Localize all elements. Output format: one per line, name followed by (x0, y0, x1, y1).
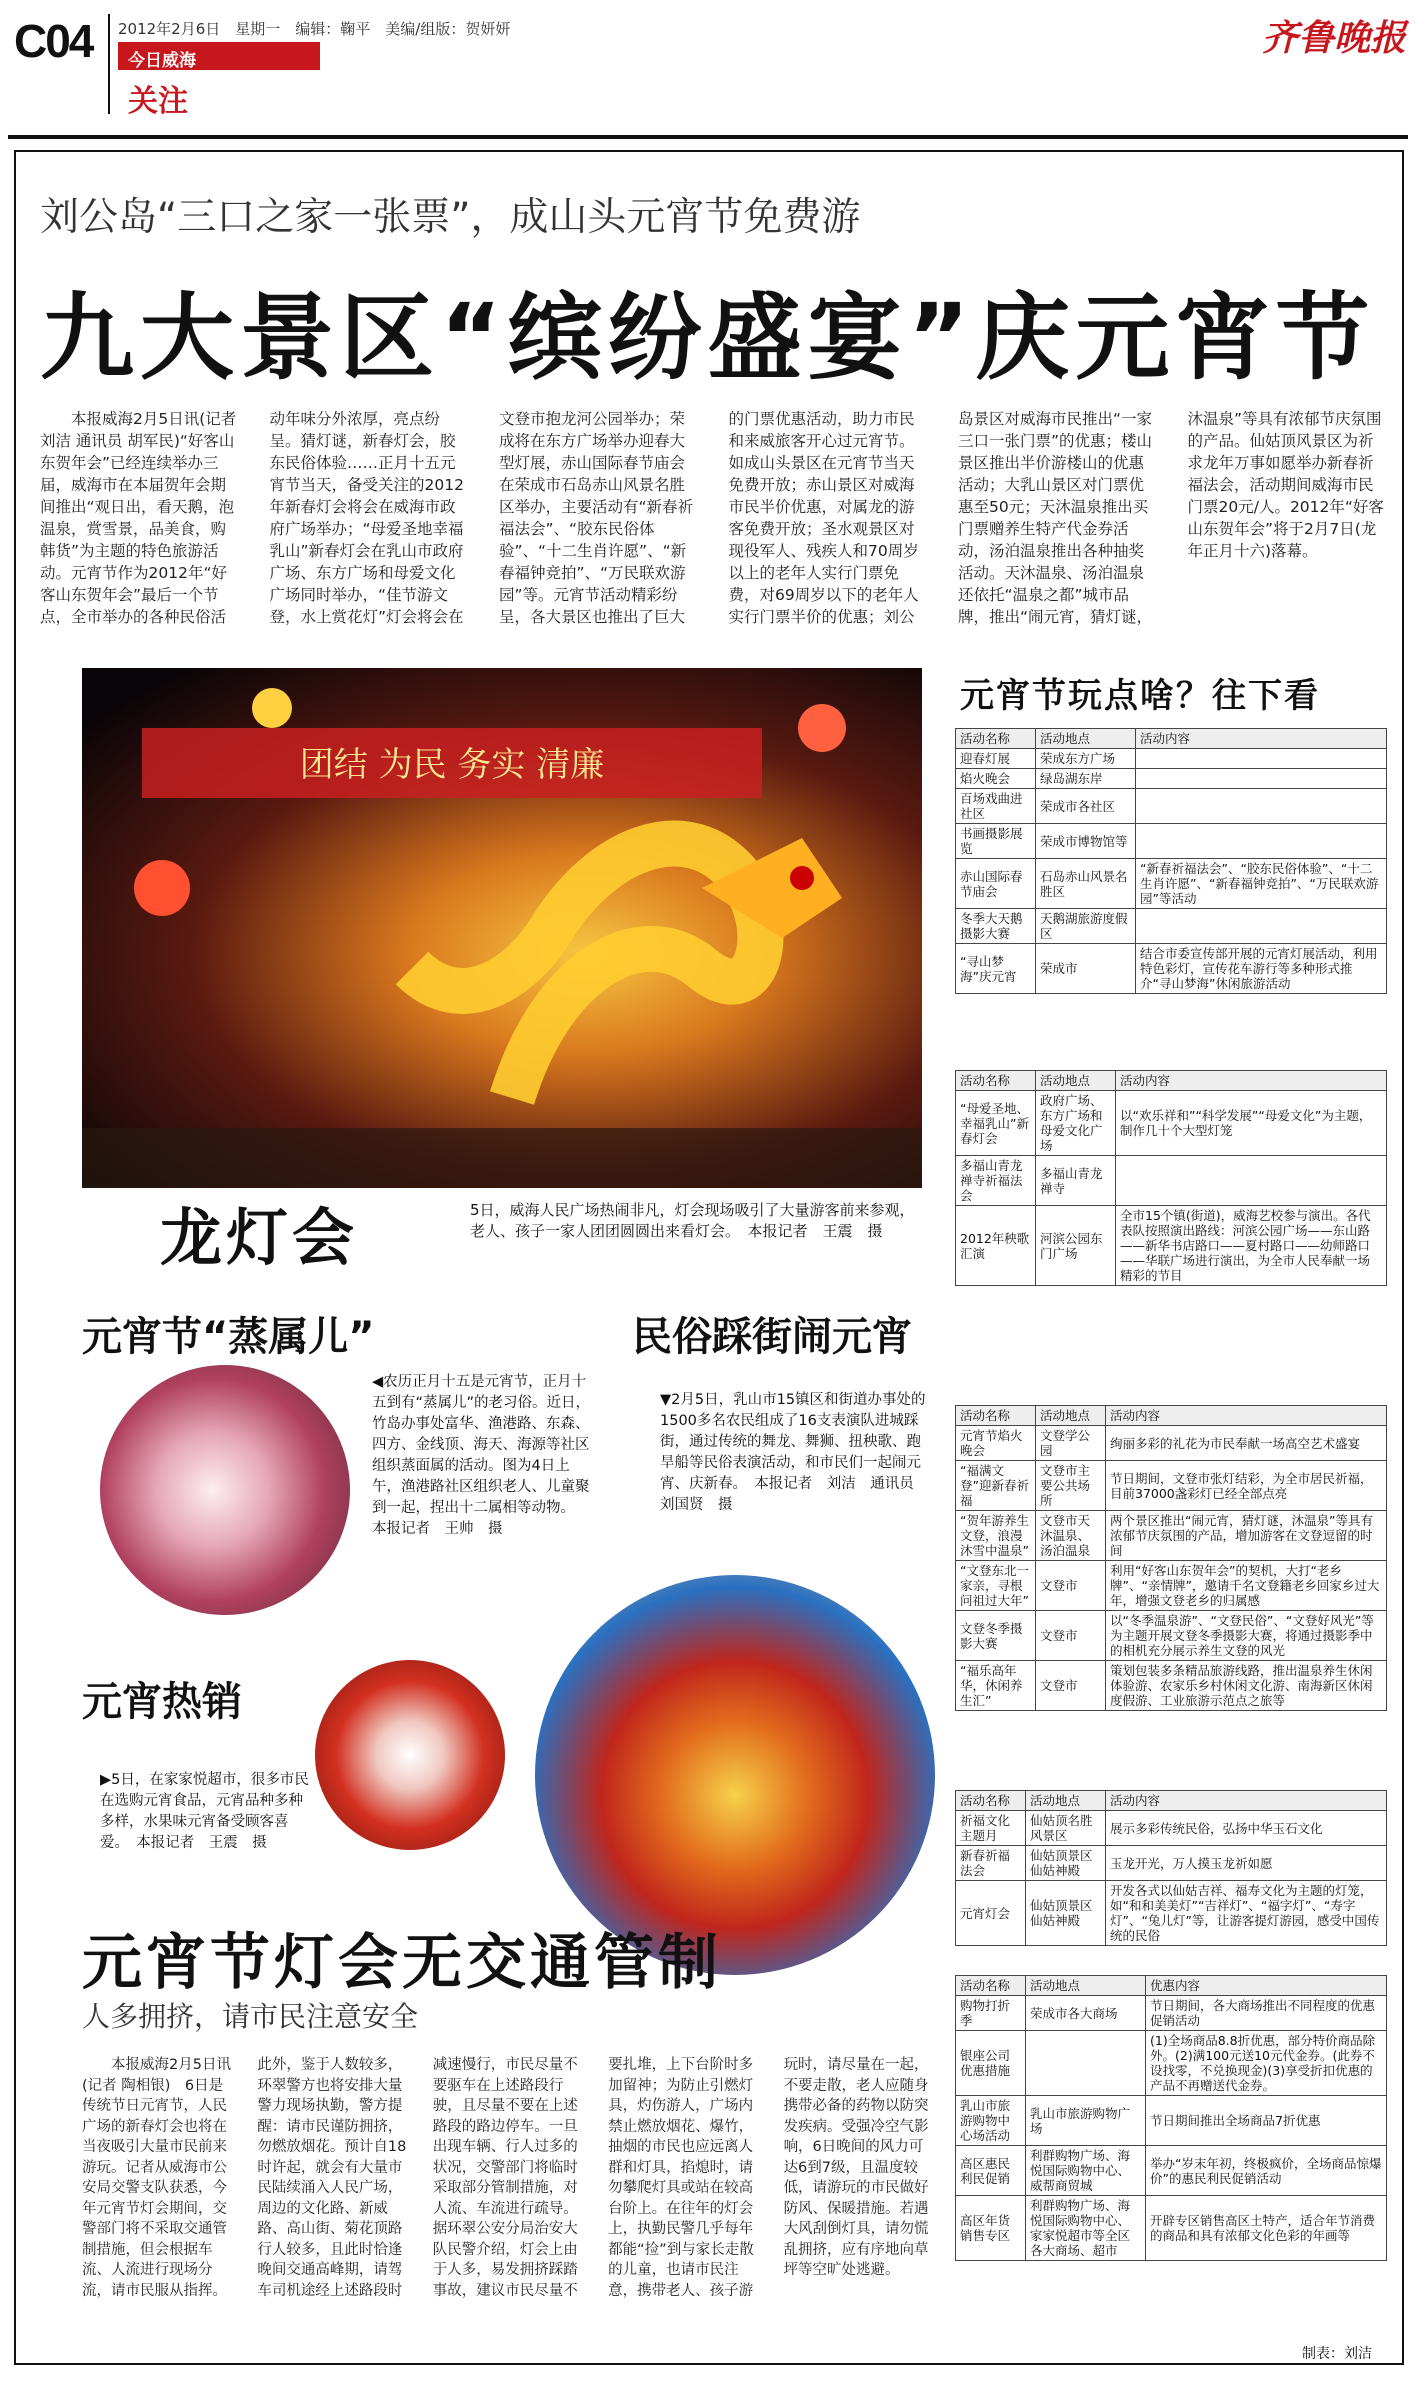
table-cell: 以“冬季温泉游”、“文登民俗”、“文登好风光”等为主题开展文登冬季摄影大赛，将通过摄影季中的相机充分展示养生文登的风光 (1106, 1611, 1387, 1661)
article2-headline: 元宵节灯会无交通管制 (82, 1928, 722, 1998)
table-header-cell: 活动名称 (956, 1406, 1036, 1426)
table-cell: 利群购物广场、海悦国际购物中心、威帮商贸城 (1026, 2146, 1146, 2196)
table-cell: 赤山国际春节庙会 (956, 859, 1036, 909)
table-cell: 荣成市博物馆等 (1036, 824, 1136, 859)
newspaper-logo: 齐鲁晚报 (1262, 17, 1407, 59)
table-cell: 举办“岁末年初，终极疯价，全场商品惊爆价”的惠民利民促销活动 (1146, 2146, 1387, 2196)
table-header-cell: 活动内容 (1106, 1406, 1387, 1426)
table-cell: “文登东北一家亲，寻根问祖过大年” (956, 1561, 1036, 1611)
table-cell: 购物打折季 (956, 1996, 1026, 2031)
table-header-cell: 活动名称 (956, 1071, 1036, 1091)
table-header-cell: 活动名称 (956, 1976, 1026, 1996)
table-cell: 河滨公园东门广场 (1036, 1206, 1116, 1286)
table-row (956, 824, 1387, 859)
table-cell: 2012年秧歌汇演 (956, 1206, 1036, 1286)
table-row (956, 2096, 1387, 2146)
table-cell: 节日期间，各大商场推出不同程度的优惠促销活动 (1146, 1996, 1387, 2031)
table-header-cell: 活动地点 (1026, 1791, 1106, 1811)
article1-body: 本报威海2月5日讯(记者 刘洁 通讯员 胡军民)“好客山东贺年会”已经连续举办三届，威海市在本届贺年会期间推出“观日出，看天鹅，泡温泉，赏雪景，品美食，购韩货”为主题的特色旅游活动。元宵节作为2012年“好客山东贺年会”最后一个节点，全市举办的各种民俗活动年味分外浓厚，亮点纷呈。猜灯谜，新春灯会，胶东民俗体验……正月十五元宵节当天，备受关注的2012年新春灯会将会在威海市政府广场举办；“母爱圣地幸福乳山”新春灯会在乳山市政府广场、东方广场和母爱文化广场同时举办，“佳节游文登，水上赏花灯”灯会将会在文登市抱龙河公园举办；荣成将在东方广场举办迎春大型灯展，赤山国际春节庙会在荣成市石岛赤山风景名胜区举办，主要活动有“新春祈福法会”、“胶东民俗体验”、“十二生肖许愿”、“新春福钟竞拍”、“万民联欢游园”等。元宵节活动精彩纷呈，各大景区也推出了巨大的门票优惠活动，助力市民和来威旅客开心过元宵节。如成山头景区在元宵节当天免费开放；赤山景区对威海市民半价优惠，对属龙的游客免费开放；圣水观景区对现役军人、残疾人和70周岁以上的老年人实行门票免费，对69周岁以下的老年人实行门票半价的优惠；刘公岛景区对威海市民推出“一家三口一张门票”的优惠；楼山景区推出半价游楼山的优惠活动；大乳山景区对门票优惠至50元；天沐温泉推出买门票赠养生特产代金券活动，汤泊温泉推出各种抽奖活动。天沐温泉、汤泊温泉还依托“温泉之都”城市品牌，推出“闹元宵，猜灯谜，沐温泉”等具有浓郁节庆氛围的产品。仙姑顶风景区为祈求龙年万事如愿举办新春祈福法会，活动期间威海市民门票20元/人。2012年“好客山东贺年会”将于2月7日(龙年正月十六)落幕。 (40, 410, 1384, 626)
table-row (956, 1846, 1387, 1881)
table-cell: “福乐高年华，休闲养生汇” (956, 1661, 1036, 1711)
event-table-shopping (955, 1975, 1387, 2261)
table-row (956, 2146, 1387, 2196)
steamed-buns-photo (100, 1365, 350, 1615)
table-row (956, 1461, 1387, 1511)
table-cell: “贺年游养生文登，浪漫沐雪中温泉” (956, 1511, 1036, 1561)
table-header-cell: 活动内容 (1106, 1791, 1387, 1811)
table-cell: “母爱圣地、幸福乳山”新春灯会 (956, 1091, 1036, 1156)
masthead-rule (8, 135, 1408, 139)
lantern-dragon-photo (82, 668, 922, 1188)
table-cell (1136, 769, 1387, 789)
banner-text: 团结 为民 务实 清廉 (299, 745, 605, 785)
event-table-xianguding (955, 1790, 1387, 1946)
table-header-cell: 活动地点 (1036, 1406, 1106, 1426)
table-header-cell: 活动地点 (1036, 729, 1136, 749)
table-cell (1116, 1156, 1387, 1206)
table-row (956, 1091, 1387, 1156)
table-cell: 展示多彩传统民俗，弘扬中华玉石文化 (1106, 1811, 1387, 1846)
table-row (956, 909, 1387, 944)
section-bar: 今日威海 (118, 42, 320, 70)
table-cell: 乳山市旅游购物中心场活动 (956, 2096, 1026, 2146)
table-row (956, 1156, 1387, 1206)
table-cell: 书画摄影展览 (956, 824, 1036, 859)
hot-sale-title: 元宵热销 (82, 1679, 242, 1725)
table-cell: 文登市 (1036, 1661, 1106, 1711)
yuanxiao-shelf-photo (315, 1660, 505, 1850)
article1-headline: 九大景区“缤纷盛宴”庆元宵节 (40, 284, 1376, 393)
table-row (956, 769, 1387, 789)
table-header-cell: 活动名称 (956, 1791, 1026, 1811)
table-cell: 开辟专区销售高区土特产，适合年节消费的商品和具有浓郁文化色彩的年画等 (1146, 2196, 1387, 2261)
table-cell: 仙姑顶景区仙姑神殿 (1026, 1846, 1106, 1881)
table-cell: 玉龙开光，万人摸玉龙祈如愿 (1106, 1846, 1387, 1881)
photo1-caption: 5日，威海人民广场热闹非凡，灯会现场吸引了大量游客前来参观，老人、孩子一家人团团圆圆出来看灯会。 本报记者 王震 摄 (470, 1201, 915, 1240)
table-row (956, 1996, 1387, 2031)
table-row (956, 1611, 1387, 1661)
table-cell: 策划包装多条精品旅游线路，推出温泉养生休闲体验游、农家乐乡村休闲文化游、南海新区休闲度假游、工业旅游示范点之旅等 (1106, 1661, 1387, 1711)
side-title: 元宵节玩点啥？往下看 (960, 676, 1320, 716)
table-credit: 制表：刘洁 (1302, 2346, 1372, 2362)
section-name: 关注 (128, 84, 188, 119)
table-cell: 两个景区推出“闹元宵，猜灯谜，沐温泉”等具有浓郁节庆氛围的产品，增加游客在文登逗留的时间 (1106, 1511, 1387, 1561)
article2-body: 本报威海2月5日讯(记者 陶相银) 6日是传统节日元宵节，人民广场的新春灯会也将在当夜吸引大量市民前来游玩。记者从威海市公安局交警支队获悉，今年元宵节灯会期间，交警部门将不采取交通管制措施，但会根据车流、人流进行现场分流，请市民服从指挥。此外，鉴于人数较多，环翠警方也将安排大量警力现场执勤，警方提醒：请市民谨防拥挤，勿燃放烟花。预计自18时许起，就会有大量市民陆续涌入人民广场，周边的文化路、新威路、高山街、菊花顶路行人较多，且此时恰逢晚间交通高峰期，请驾车司机途经上述路段时减速慢行，市民尽量不要驱车在上述路段行驶，且尽量不要在上述路段的路边停车。一旦出现车辆、行人过多的状况，交警部门将临时采取部分管制措施，对人流、车流进行疏导。据环翠公安分局治安大队民警介绍，灯会上由于人多，易发拥挤踩踏事故，建议市民尽量不要扎堆，上下台阶时多加留神；为防止引燃灯具，灼伤游人，广场内禁止燃放烟花、爆竹，抽烟的市民也应远离人群和灯具，掐熄时，请勿攀爬灯具或站在较高台阶上。在往年的灯会上，执勤民警几乎每年都能“捡”到与家长走散的儿童，也请市民注意，携带老人、孩子游玩时，请尽量在一起，不要走散，老人应随身携带必备的药物以防突发疾病。受强冷空气影响，6日晚间的风力可达6到7级，且温度较低，请游玩的市民做好防风、保暖措施。若遇大风刮倒灯具，请勿慌乱拥挤，应有序地向草坪等空旷处逃避。 (82, 2057, 929, 2299)
table-cell: 荣成市各大商场 (1026, 1996, 1146, 2031)
table-row (956, 944, 1387, 994)
table-cell: 多福山青龙禅寺 (1036, 1156, 1116, 1206)
table-cell: “寻山梦海”庆元宵 (956, 944, 1036, 994)
table-cell: 百场戏曲进社区 (956, 789, 1036, 824)
table-cell: 节日期间推出全场商品7折优惠 (1146, 2096, 1387, 2146)
table-row (956, 1511, 1387, 1561)
page-number: C04 (14, 15, 93, 67)
event-table-rushan (955, 1070, 1387, 1286)
table-cell: (1)全场商品8.8折优惠，部分特价商品除外。(2)满100元送10元代金券。(此券不设找零，不兑换现金)(3)享受折扣优惠的产品不再赠送代金券。 (1146, 2031, 1387, 2096)
table-row (956, 1811, 1387, 1846)
table-cell (1136, 749, 1387, 769)
table-cell: 利用“好客山东贺年会”的契机，大打“老乡牌”、“亲情牌”，邀请千名文登籍老乡回家乡过大年，增强文登老乡的归属感 (1106, 1561, 1387, 1611)
photo1-title: 龙灯会 (160, 1201, 359, 1274)
table-cell (1026, 2031, 1146, 2096)
table-cell: 天鹅湖旅游度假区 (1036, 909, 1136, 944)
table-cell: 迎春灯展 (956, 749, 1036, 769)
table-cell: 文登市天沐温泉、汤泊温泉 (1036, 1511, 1106, 1561)
table-row (956, 789, 1387, 824)
table-cell: 乳山市旅游购物广场 (1026, 2096, 1146, 2146)
table-cell: 全市15个镇(街道)，威海艺校参与演出。各代表队按照演出路线：河滨公园广场——东山路——新华书店路口——夏村路口——幼师路口——华联广场进行演出，为全市人民奉献一场精彩的节目 (1116, 1206, 1387, 1286)
table-cell: “新春祈福法会”、“胶东民俗体验”、“十二生肖许愿”、“新春福钟竞拍”、“万民联欢游园”等活动 (1136, 859, 1387, 909)
table-row (956, 1561, 1387, 1611)
table-cell: 节日期间，文登市张灯结彩，为全市居民祈福，目前37000盏彩灯已经全部点亮 (1106, 1461, 1387, 1511)
table-row (956, 1881, 1387, 1946)
table-header-cell: 优惠内容 (1146, 1976, 1387, 1996)
article1-kicker: 刘公岛“三口之家一张票”，成山头元宵节免费游 (40, 195, 861, 240)
masthead-divider (108, 14, 110, 114)
table-header-cell: 活动内容 (1116, 1071, 1387, 1091)
table-cell: 元宵灯会 (956, 1881, 1026, 1946)
table-cell: 新春祈福法会 (956, 1846, 1026, 1881)
table-row (956, 2031, 1387, 2096)
zheng-title: 元宵节“蒸属儿” (82, 1314, 375, 1360)
table-cell: 文登市 (1036, 1611, 1106, 1661)
table-cell: 绚丽多彩的礼花为市民奉献一场高空艺术盛宴 (1106, 1426, 1387, 1461)
table-cell: 荣成东方广场 (1036, 749, 1136, 769)
masthead (0, 0, 1417, 150)
table-cell: 多福山青龙禅寺祈福法会 (956, 1156, 1036, 1206)
table-cell (1136, 909, 1387, 944)
table-cell: 文登市 (1036, 1561, 1106, 1611)
table-cell: 仙姑顶名胜风景区 (1026, 1811, 1106, 1846)
table-cell: 开发各式以仙姑吉祥、福寿文化为主题的灯笼，如“和和美美灯”“吉祥灯”、“福字灯”、“寿字灯”、“兔儿灯”等，让游客提灯游园，感受中国传统的民俗 (1106, 1881, 1387, 1946)
article2-subhead: 人多拥挤，请市民注意安全 (82, 2000, 419, 2033)
event-table-wendeng (955, 1405, 1387, 1711)
table-cell: 利群购物广场、海悦国际购物中心、家家悦超市等全区各大商场、超市 (1026, 2196, 1146, 2261)
table-header-cell: 活动地点 (1036, 1071, 1116, 1091)
dragon-lantern-illustration (82, 668, 922, 1188)
table-cell: 高区惠民利民促销 (956, 2146, 1026, 2196)
table-cell: 政府广场、东方广场和母爱文化广场 (1036, 1091, 1116, 1156)
table-cell: 结合市委宣传部开展的元宵灯展活动，利用特色彩灯，宣传花车游行等多种形式推介“寻山梦海”休闲旅游活动 (1136, 944, 1387, 994)
table-cell: 文登冬季摄影大赛 (956, 1611, 1036, 1661)
table-cell: 石岛赤山风景名胜区 (1036, 859, 1136, 909)
table-cell: 元宵节焰火晚会 (956, 1426, 1036, 1461)
date-line: 2012年2月6日 星期一 编辑：鞠平 美编/组版：贺妍妍 (118, 20, 511, 38)
table-header-cell: 活动名称 (956, 729, 1036, 749)
table-cell: 文登市主要公共场所 (1036, 1461, 1106, 1511)
table-cell: 荣成市各社区 (1036, 789, 1136, 824)
table-cell: 焰火晚会 (956, 769, 1036, 789)
table-header-cell: 活动地点 (1026, 1976, 1146, 1996)
table-cell: 文登学公园 (1036, 1426, 1106, 1461)
table-row (956, 1661, 1387, 1711)
table-cell (1136, 789, 1387, 824)
table-row (956, 1426, 1387, 1461)
zheng-caption: ◀农历正月十五是元宵节，正月十五到有“蒸属儿”的老习俗。近日，竹岛办事处富华、渔港路、东森、四方、金线顶、海天、海源等社区组织蒸面属的活动。图为4日上午，渔港路社区组织老人、儿童聚到一起，捏出十二属相等动物。 本报记者 王帅 摄 (372, 1374, 591, 1537)
table-header-cell: 活动内容 (1136, 729, 1387, 749)
table-row (956, 1206, 1387, 1286)
table-cell: “福满文登”迎新春祈福 (956, 1461, 1036, 1511)
table-cell: 仙姑顶景区仙姑神殿 (1026, 1881, 1106, 1946)
table-cell: 冬季大天鹅摄影大赛 (956, 909, 1036, 944)
table-row (956, 749, 1387, 769)
table-cell: 银座公司优惠措施 (956, 2031, 1026, 2096)
table-row (956, 2196, 1387, 2261)
table-cell: 祈福文化主题月 (956, 1811, 1026, 1846)
hot-sale-caption: ▶5日，在家家悦超市，很多市民在选购元宵食品，元宵品种多种多样，水果味元宵备受顾客喜爱。 本报记者 王震 摄 (100, 1772, 309, 1851)
event-table-rongcheng (955, 728, 1387, 994)
table-cell: 以“欢乐祥和”“科学发展”“母爱文化”为主题，制作几十个大型灯笼 (1116, 1091, 1387, 1156)
table-cell: 绿岛湖东岸 (1036, 769, 1136, 789)
table-cell: 高区年货销售专区 (956, 2196, 1026, 2261)
street-parade-title: 民俗踩街闹元宵 (632, 1314, 912, 1360)
table-row (956, 859, 1387, 909)
table-cell (1136, 824, 1387, 859)
table-cell: 荣成市 (1036, 944, 1136, 994)
street-parade-caption: ▼2月5日，乳山市15镇区和街道办事处的1500多名农民组成了16支表演队进城踩街，通过传统的舞龙、舞狮、扭秧歌、跑旱船等民俗表演活动，和市民们一起闹元宵、庆新春。 本报记者 刘洁 通讯员 刘国贤 摄 (660, 1392, 929, 1513)
